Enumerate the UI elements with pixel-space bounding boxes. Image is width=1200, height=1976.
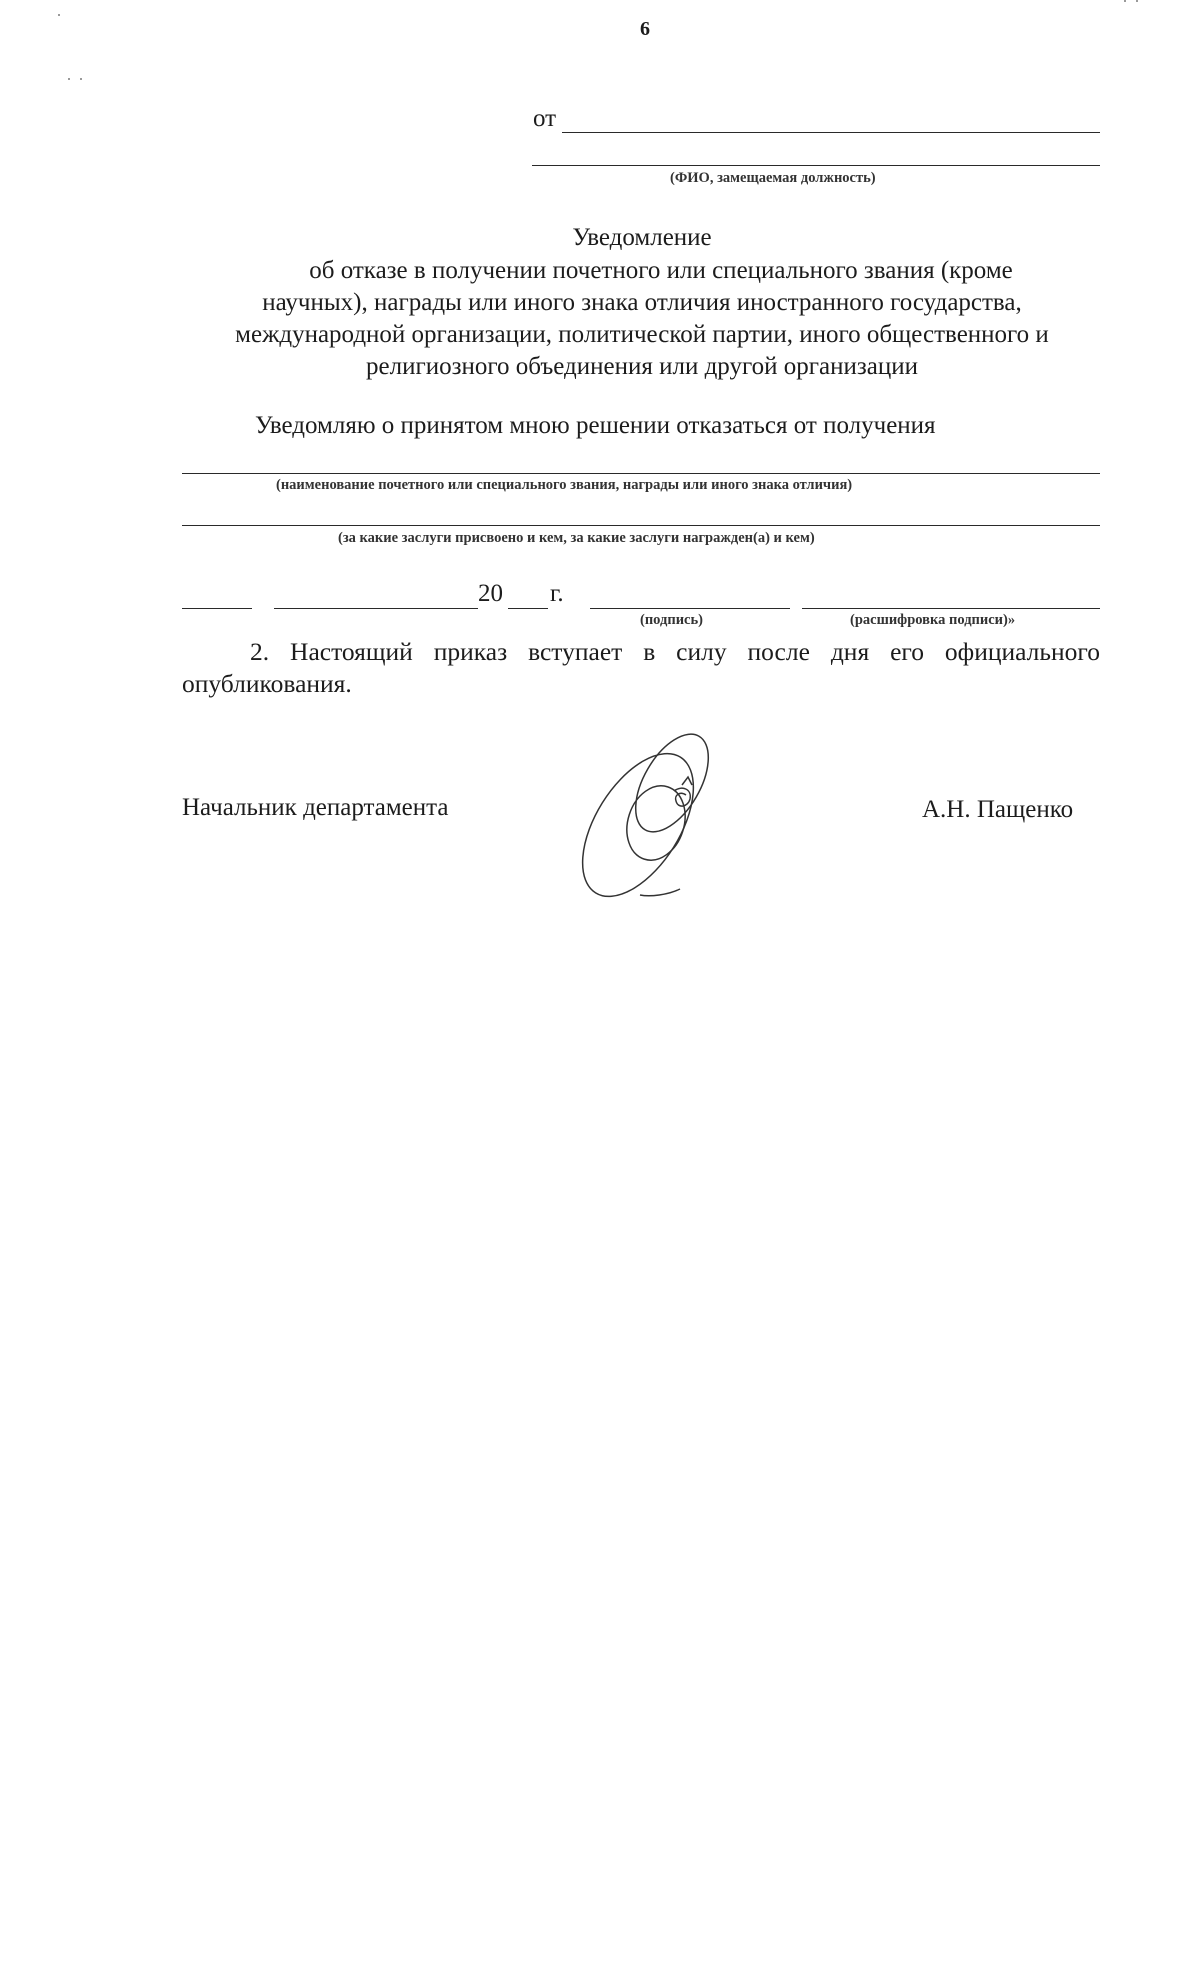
- from-caption: (ФИО, замещаемая должность): [670, 170, 876, 186]
- signatory-name: А.Н. Пащенко: [922, 796, 1074, 823]
- notice-subject-line-4: религиозного объединения или другой организации: [366, 353, 918, 380]
- merits-caption: (за какие заслуги присвоено и кем, за какие заслуги награжден(а) и кем): [338, 530, 815, 546]
- date-year-prefix: 20: [478, 580, 503, 607]
- award-caption: (наименование почетного или специального звания, награды или иного знака отличия): [276, 477, 853, 493]
- clause-2: [182, 636, 1100, 700]
- notice-title-block: [182, 222, 1102, 383]
- notice-subject-line-1: об отказе в получении почетного или специального звания (кроме: [309, 257, 1013, 284]
- date-day-line: [182, 608, 252, 609]
- notice-subject-line-2: научных), награды или иного знака отличия иностранного государства,: [262, 289, 1022, 316]
- statement-text: Уведомляю о принятом мною решении отказаться от получения: [255, 412, 936, 439]
- date-month-line: [274, 608, 478, 609]
- from-name-line: [562, 132, 1100, 133]
- signature-decoding-caption: (расшифровка подписи)»: [850, 612, 1016, 628]
- signature-line: [590, 608, 790, 609]
- notice-heading: Уведомление: [572, 224, 712, 251]
- scan-speck: [1136, 0, 1138, 2]
- signature-caption: (подпись): [640, 612, 703, 628]
- scan-speck: [68, 78, 70, 80]
- scan-speck: [80, 78, 82, 80]
- merits-line: [182, 525, 1100, 526]
- handwritten-signature: [570, 725, 740, 900]
- date-year-suffix: г.: [550, 580, 564, 607]
- from-position-line: [532, 165, 1100, 166]
- date-year-line: [508, 608, 548, 609]
- scan-speck: [1124, 0, 1126, 2]
- page-number: 6: [640, 18, 650, 40]
- from-label: от: [533, 105, 557, 132]
- scan-speck: [58, 14, 60, 16]
- clause-2-line-1: 2. Настоящий приказ вступает в силу после дня его официального: [250, 637, 1100, 666]
- clause-2-line-2: опубликования.: [182, 669, 352, 698]
- award-name-line: [182, 473, 1100, 474]
- signature-decoding-line: [802, 608, 1100, 609]
- signatory-position: Начальник департамента: [182, 794, 449, 821]
- notice-subject-line-3: международной организации, политической партии, иного общественного и: [235, 321, 1049, 348]
